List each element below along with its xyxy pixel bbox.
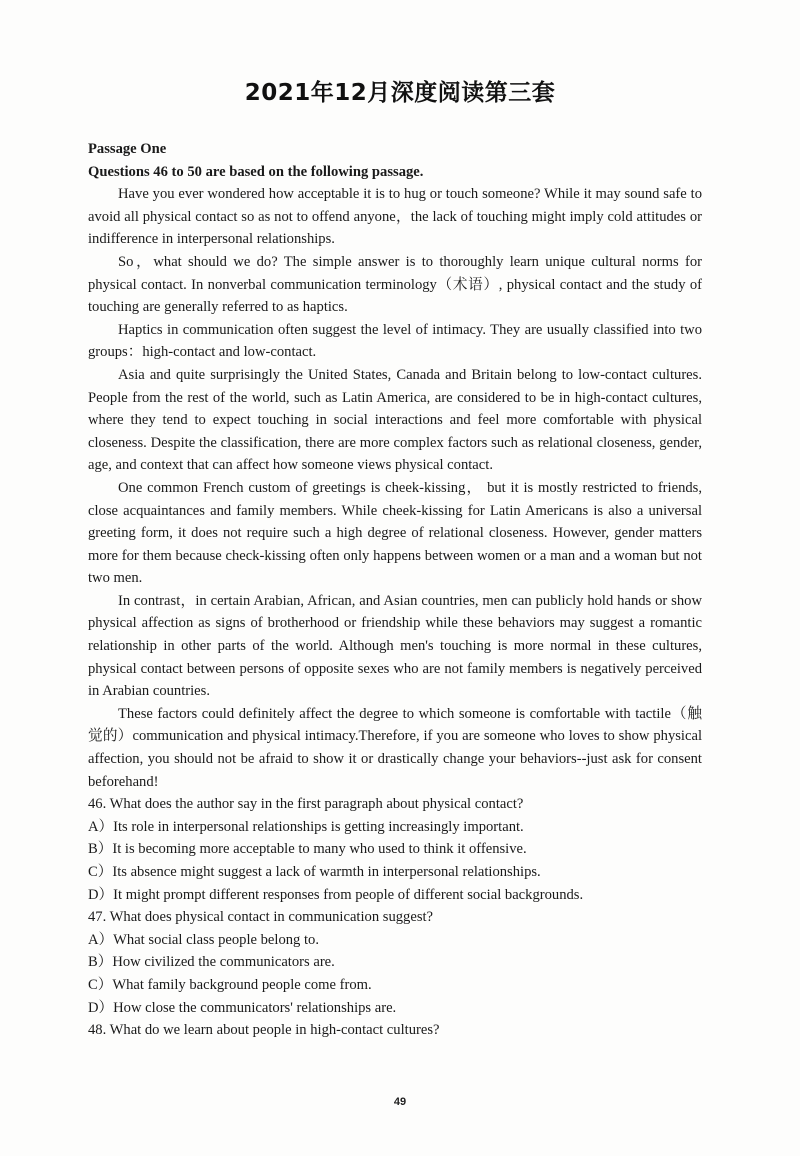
passage-paragraph-5: One common French custom of greetings is cheek-kissing， but it is mostly restricted to friends, close acquaintances and family members. While cheek-kissing for Latin Americans is also a universal greeting form, it does not require such a high degree of relational closeness. However, gender matters more for them because check-kissing often only happens between women or a man and a woman but not two men. xyxy=(88,479,702,587)
passage-paragraph-6: In contrast，in certain Arabian, African, and Asian countries, men can publicly hold hands or show physical affection as signs of brotherhood or friendship while these behaviors may suggest a romantic relationship in other parts of the world. Although men's touching is more normal in these cultures, physical contact between persons of opposite sexes who are not family members is negatively perceived in Arabian countries. xyxy=(88,592,702,700)
passage-content xyxy=(88,138,702,1042)
passage-paragraph-4: Asia and quite surprisingly the United States, Canada and Britain belong to low-contact cultures. People from the rest of the world, such as Latin America, are considered to be in high-contact cultures, where they tend to expect touching in social interactions and feel more comfortable with physical closeness. Despite the classification, there are more complex factors such as relational closeness, gender, age, and context that can affect how someone views physical contact. xyxy=(88,366,702,474)
question-46: 46. What does the author say in the first paragraph about physical contact? xyxy=(88,796,524,813)
question-46-option-b: B）It is becoming more acceptable to many who used to think it offensive. xyxy=(88,841,527,858)
passage-instructions: Questions 46 to 50 are based on the following passage. xyxy=(88,163,424,180)
page-title: 2021年12月深度阅读第三套 xyxy=(244,80,556,106)
question-47-option-b: B）How civilized the communicators are. xyxy=(88,954,335,971)
passage-label: Passage One xyxy=(88,141,167,157)
question-48: 48. What do we learn about people in high-contact cultures? xyxy=(88,1022,440,1039)
question-46-option-d: D）It might prompt different responses from people of different social backgrounds. xyxy=(88,886,584,903)
passage-paragraph-1: Have you ever wondered how acceptable it is to hug or touch someone? While it may sound safe to avoid all physical contact so as not to offend anyone，the lack of touching might imply cold attitudes or indifference in interpersonal relationships. xyxy=(88,186,702,248)
question-47-option-a: A）What social class people belong to. xyxy=(88,931,320,948)
question-47-option-d: D）How close the communicators' relationships are. xyxy=(88,999,397,1016)
question-46-option-a: A）Its role in interpersonal relationships is getting increasingly important. xyxy=(88,818,524,835)
question-46-option-c: C）Its absence might suggest a lack of warmth in interpersonal relationships. xyxy=(88,864,541,880)
passage-paragraph-3: Haptics in communication often suggest the level of intimacy. They are usually classified into two groups：high-contact and low-contact. xyxy=(88,321,702,361)
passage-paragraph-2: So，what should we do? The simple answer is to thoroughly learn unique cultural norms for physical contact. In nonverbal communication terminology（术语）, physical contact and the study of touching are generally referred to as haptics. xyxy=(88,253,702,316)
question-47-option-c: C）What family background people come from. xyxy=(88,976,372,993)
page-number: 49 xyxy=(393,1096,407,1108)
passage-paragraph-7: These factors could definitely affect the degree to which someone is comfortable with tactile（触觉的）communication and physical intimacy.Therefore, if you are someone who loves to show physical affection, you should not be afraid to show it or drastically change your behaviors--just ask for consent beforehand! xyxy=(88,705,702,790)
question-47: 47. What does physical contact in communication suggest? xyxy=(88,909,434,926)
